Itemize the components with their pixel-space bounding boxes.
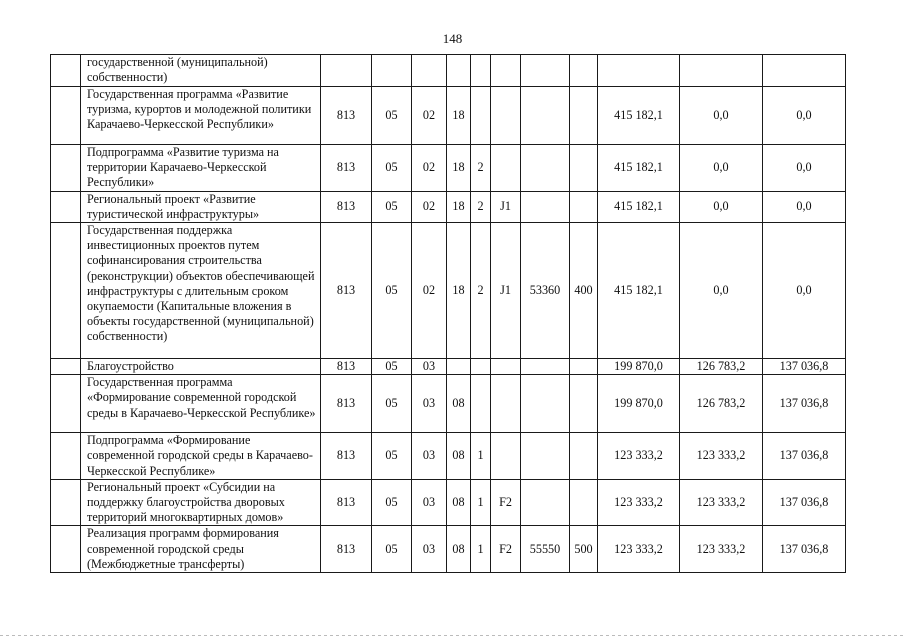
row-index-cell [51, 433, 81, 480]
p3-cell: F2 [491, 479, 521, 526]
pr-cell: 02 [412, 223, 447, 359]
p3-cell: J1 [491, 223, 521, 359]
budget-table [50, 54, 846, 573]
y3-cell: 137 036,8 [763, 359, 846, 375]
pr-cell: 03 [412, 375, 447, 433]
p4-cell [521, 375, 570, 433]
y2-cell: 0,0 [680, 87, 763, 145]
y1-cell: 123 333,2 [598, 479, 680, 526]
vr-cell [570, 55, 598, 87]
p1-cell: 18 [447, 145, 471, 192]
row-index-cell [51, 359, 81, 375]
vr-cell [570, 479, 598, 526]
p4-cell [521, 191, 570, 222]
y3-cell: 137 036,8 [763, 526, 846, 573]
p4-cell [521, 145, 570, 192]
table-row [51, 87, 846, 145]
table-row [51, 375, 846, 433]
table-body [51, 55, 846, 573]
y1-cell: 199 870,0 [598, 375, 680, 433]
p2-cell [471, 375, 491, 433]
p2-cell: 1 [471, 433, 491, 480]
y3-cell: 0,0 [763, 191, 846, 222]
y2-cell: 126 783,2 [680, 375, 763, 433]
pr-cell: 03 [412, 479, 447, 526]
ved-cell: 813 [321, 526, 372, 573]
row-index-cell [51, 87, 81, 145]
rz-cell: 05 [372, 479, 412, 526]
p2-cell: 1 [471, 479, 491, 526]
item-name-cell: государственной (муниципальной) собственности) [81, 55, 321, 87]
y3-cell: 137 036,8 [763, 375, 846, 433]
y2-cell: 0,0 [680, 145, 763, 192]
y1-cell: 415 182,1 [598, 191, 680, 222]
p1-cell [447, 359, 471, 375]
y2-cell [680, 55, 763, 87]
vr-cell [570, 375, 598, 433]
ved-cell: 813 [321, 359, 372, 375]
ved-cell: 813 [321, 87, 372, 145]
table-row [51, 55, 846, 87]
y1-cell: 415 182,1 [598, 87, 680, 145]
item-name-cell: Региональный проект «Субсидии на поддержку благоустройства дворовых территорий многоквартирных домов» [81, 479, 321, 526]
row-index-cell [51, 479, 81, 526]
item-name-cell: Благоустройство [81, 359, 321, 375]
ved-cell: 813 [321, 145, 372, 192]
y2-cell: 126 783,2 [680, 359, 763, 375]
p3-cell [491, 433, 521, 480]
y2-cell: 123 333,2 [680, 479, 763, 526]
p3-cell [491, 55, 521, 87]
vr-cell: 500 [570, 526, 598, 573]
item-name-cell: Государственная программа «Формирование современной городской среды в Карачаево-Черкесской Республике» [81, 375, 321, 433]
y2-cell: 123 333,2 [680, 433, 763, 480]
table-row [51, 223, 846, 359]
ved-cell: 813 [321, 433, 372, 480]
rz-cell: 05 [372, 359, 412, 375]
ved-cell: 813 [321, 191, 372, 222]
item-name-cell: Региональный проект «Развитие туристической инфраструктуры» [81, 191, 321, 222]
p2-cell: 2 [471, 191, 491, 222]
y1-cell [598, 55, 680, 87]
p1-cell: 18 [447, 87, 471, 145]
vr-cell [570, 359, 598, 375]
p3-cell: J1 [491, 191, 521, 222]
p2-cell: 1 [471, 526, 491, 573]
p1-cell: 18 [447, 191, 471, 222]
p1-cell: 08 [447, 375, 471, 433]
p4-cell [521, 359, 570, 375]
item-name-cell: Государственная программа «Развитие туризма, курортов и молодежной политики Карачаево-Черкесской Республики» [81, 87, 321, 145]
y1-cell: 415 182,1 [598, 145, 680, 192]
item-name-cell: Реализация программ формирования современной городской среды (Межбюджетные трансферты) [81, 526, 321, 573]
page-number: 148 [442, 31, 463, 46]
vr-cell [570, 433, 598, 480]
ved-cell [321, 55, 372, 87]
p4-cell [521, 87, 570, 145]
vr-cell [570, 87, 598, 145]
ved-cell: 813 [321, 479, 372, 526]
p3-cell [491, 359, 521, 375]
y1-cell: 123 333,2 [598, 433, 680, 480]
p4-cell [521, 433, 570, 480]
pr-cell: 03 [412, 526, 447, 573]
rz-cell [372, 55, 412, 87]
p2-cell: 2 [471, 223, 491, 359]
y3-cell [763, 55, 846, 87]
vr-cell: 400 [570, 223, 598, 359]
p2-cell [471, 359, 491, 375]
p1-cell [447, 55, 471, 87]
rz-cell: 05 [372, 526, 412, 573]
p1-cell: 08 [447, 526, 471, 573]
p2-cell [471, 55, 491, 87]
y3-cell: 137 036,8 [763, 433, 846, 480]
pr-cell: 02 [412, 145, 447, 192]
p1-cell: 18 [447, 223, 471, 359]
table-row [51, 433, 846, 480]
rz-cell: 05 [372, 433, 412, 480]
p2-cell [471, 87, 491, 145]
p3-cell: F2 [491, 526, 521, 573]
rz-cell: 05 [372, 145, 412, 192]
table-row [51, 479, 846, 526]
y1-cell: 415 182,1 [598, 223, 680, 359]
y3-cell: 0,0 [763, 87, 846, 145]
table-row [51, 145, 846, 192]
item-name-cell: Подпрограмма «Формирование современной городской среды в Карачаево-Черкесской Республике» [81, 433, 321, 480]
item-name-cell: Государственная поддержка инвестиционных проектов путем софинансирования строительства (реконструкции) объектов обеспечивающей инфраструктуры с длительным сроком окупаемости (Капитальные вложения в объекты государственной (муниципальной) собственности) [81, 223, 321, 359]
pr-cell: 03 [412, 433, 447, 480]
p1-cell: 08 [447, 479, 471, 526]
vr-cell [570, 191, 598, 222]
y2-cell: 0,0 [680, 223, 763, 359]
y1-cell: 199 870,0 [598, 359, 680, 375]
p4-cell: 55550 [521, 526, 570, 573]
scan-edge [0, 635, 905, 636]
p3-cell [491, 87, 521, 145]
rz-cell: 05 [372, 223, 412, 359]
y3-cell: 0,0 [763, 145, 846, 192]
pr-cell [412, 55, 447, 87]
p3-cell [491, 145, 521, 192]
y3-cell: 0,0 [763, 223, 846, 359]
pr-cell: 02 [412, 87, 447, 145]
ved-cell: 813 [321, 223, 372, 359]
y2-cell: 0,0 [680, 191, 763, 222]
p1-cell: 08 [447, 433, 471, 480]
p4-cell [521, 479, 570, 526]
vr-cell [570, 145, 598, 192]
pr-cell: 03 [412, 359, 447, 375]
p4-cell [521, 55, 570, 87]
row-index-cell [51, 223, 81, 359]
row-index-cell [51, 191, 81, 222]
table-row [51, 359, 846, 375]
pr-cell: 02 [412, 191, 447, 222]
rz-cell: 05 [372, 375, 412, 433]
p2-cell: 2 [471, 145, 491, 192]
row-index-cell [51, 526, 81, 573]
rz-cell: 05 [372, 87, 412, 145]
p4-cell: 53360 [521, 223, 570, 359]
row-index-cell [51, 375, 81, 433]
ved-cell: 813 [321, 375, 372, 433]
y1-cell: 123 333,2 [598, 526, 680, 573]
row-index-cell [51, 55, 81, 87]
p3-cell [491, 375, 521, 433]
y3-cell: 137 036,8 [763, 479, 846, 526]
y2-cell: 123 333,2 [680, 526, 763, 573]
rz-cell: 05 [372, 191, 412, 222]
table-row [51, 191, 846, 222]
row-index-cell [51, 145, 81, 192]
item-name-cell: Подпрограмма «Развитие туризма на территории Карачаево-Черкесской Республики» [81, 145, 321, 192]
table-row [51, 526, 846, 573]
